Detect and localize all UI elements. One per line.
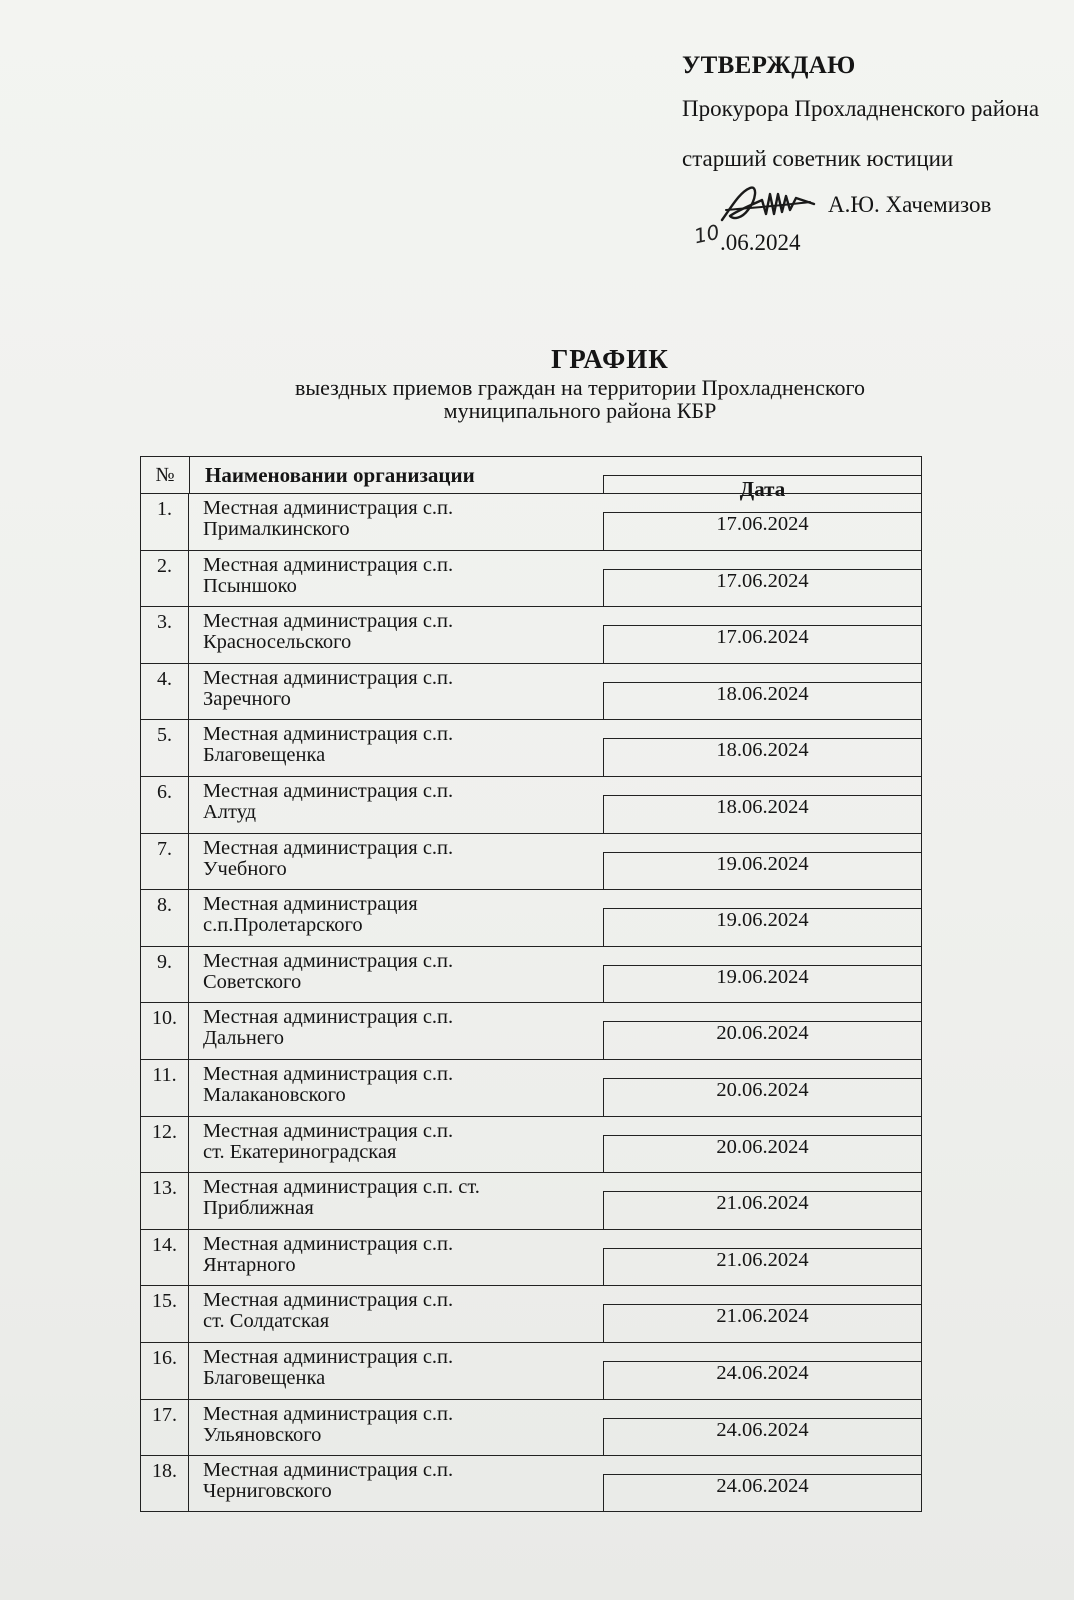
- row-number: 8.: [141, 890, 189, 946]
- row-date: 20.06.2024: [716, 1135, 809, 1158]
- row-organization-line1: Местная администрация с.п.: [203, 497, 454, 519]
- document-subtitle-line1: выездных приемов граждан на территории Прохладненского: [294, 375, 866, 400]
- row-date-cell: [603, 795, 921, 833]
- table-row: [140, 550, 922, 607]
- row-number: 11.: [141, 1060, 189, 1116]
- row-date: 18.06.2024: [716, 739, 809, 762]
- row-organization-line1: Местная администрация с.п.: [203, 1232, 454, 1255]
- document-heading: [120, 344, 1040, 421]
- row-organization: [203, 1177, 603, 1219]
- approval-title: УТВЕРЖДАЮ: [682, 52, 856, 79]
- row-organization-line2: Алтуд: [203, 800, 257, 823]
- row-number: 3.: [141, 607, 189, 663]
- row-number: 6.: [141, 777, 189, 833]
- table-row: [140, 663, 922, 720]
- row-number: 13.: [141, 1173, 189, 1229]
- row-organization-line2: Благовещенка: [203, 1366, 326, 1389]
- row-organization-line1: Местная администрация с.п.: [203, 1402, 454, 1425]
- row-number: 7.: [141, 834, 189, 890]
- row-date-cell: [603, 682, 921, 720]
- signer-name: А.Ю. Хачемизов: [828, 192, 992, 217]
- document-subtitle-line2: муниципального района КБР: [443, 398, 717, 423]
- row-organization-line1: Местная администрация с.п.: [203, 1006, 454, 1029]
- row-date-cell: [603, 1418, 921, 1456]
- row-organization: [203, 498, 603, 540]
- row-organization-line2: Черниговского: [203, 1480, 332, 1503]
- row-date-cell: [603, 569, 921, 607]
- row-date: 17.06.2024: [716, 626, 809, 649]
- row-organization-line2: Красносельского: [203, 631, 352, 654]
- row-organization-line2: Псыншоко: [203, 574, 297, 597]
- row-date: 20.06.2024: [716, 1022, 809, 1045]
- row-date-cell: [603, 738, 921, 776]
- table-row: [140, 1399, 922, 1456]
- row-organization-line1: Местная администрация с.п.: [203, 1062, 454, 1085]
- row-number: 2.: [141, 551, 189, 607]
- row-organization: [203, 1121, 603, 1163]
- row-organization-line2: Советского: [203, 970, 302, 993]
- row-date-cell: [603, 1021, 921, 1059]
- row-number: 17.: [141, 1400, 189, 1456]
- row-organization-line1: Местная администрация с.п.: [203, 553, 454, 576]
- row-number: 14.: [141, 1230, 189, 1286]
- signature-row: [682, 178, 1042, 228]
- row-date-cell: [603, 852, 921, 890]
- row-organization-line2: Прималкинского: [203, 518, 350, 540]
- row-organization-line2: Учебного: [203, 857, 287, 880]
- row-number: 10.: [141, 1003, 189, 1059]
- table-row: [140, 889, 922, 946]
- row-number: 9.: [141, 947, 189, 1003]
- row-organization-line2: Дальнего: [203, 1027, 285, 1050]
- row-date-cell: [603, 1135, 921, 1173]
- row-date: 18.06.2024: [716, 795, 809, 818]
- table-row: [140, 1285, 922, 1342]
- row-number: 1.: [141, 494, 189, 550]
- table-body: [140, 493, 922, 1512]
- row-organization-line1: Местная администрация с.п.: [203, 1289, 454, 1312]
- row-organization-line2: Янтарного: [203, 1253, 296, 1276]
- row-date-cell: [603, 1078, 921, 1116]
- row-number: 18.: [141, 1456, 189, 1511]
- row-organization-line1: Местная администрация с.п.: [203, 1459, 454, 1482]
- row-organization: [203, 951, 603, 993]
- row-organization-line2: Заречного: [203, 687, 291, 710]
- row-date-cell: [603, 1191, 921, 1229]
- row-organization: [203, 724, 603, 766]
- approval-position: Прокурора Прохладненского района: [682, 96, 1040, 121]
- approval-block: [682, 52, 1042, 264]
- row-organization: [203, 1234, 603, 1276]
- row-organization-line1: Местная администрация с.п.: [203, 666, 454, 689]
- table-header: [140, 456, 922, 501]
- row-date: 24.06.2024: [716, 1475, 809, 1498]
- row-organization-line1: Местная администрация: [203, 893, 418, 916]
- row-date: 19.06.2024: [716, 965, 809, 988]
- row-organization-line1: Местная администрация с.п.: [203, 949, 454, 972]
- row-date: 21.06.2024: [716, 1305, 809, 1328]
- row-date: 17.06.2024: [716, 513, 809, 535]
- row-organization: [203, 1064, 603, 1106]
- row-date-cell: [603, 1474, 921, 1511]
- row-organization: [203, 781, 603, 823]
- table-row: [140, 1172, 922, 1229]
- row-organization: [203, 1460, 603, 1502]
- row-date: 21.06.2024: [716, 1192, 809, 1215]
- row-organization: [203, 611, 603, 653]
- schedule-table: [140, 456, 922, 1512]
- row-date: 17.06.2024: [716, 569, 809, 592]
- row-organization-line1: Местная администрация с.п.: [203, 779, 454, 802]
- row-organization-line2: Ульяновского: [203, 1423, 322, 1446]
- row-number: 12.: [141, 1117, 189, 1173]
- row-date: 19.06.2024: [716, 852, 809, 875]
- table-row: [140, 493, 922, 550]
- table-row: [140, 1342, 922, 1399]
- table-row: [140, 606, 922, 663]
- signature-icon: [718, 180, 818, 228]
- row-date: 20.06.2024: [716, 1078, 809, 1101]
- row-organization: [203, 1347, 603, 1389]
- row-organization: [203, 1007, 603, 1049]
- row-organization-line1: Местная администрация с.п.: [203, 1119, 454, 1142]
- header-date-cell: [603, 475, 921, 501]
- row-date-cell: [603, 512, 921, 550]
- row-organization-line1: Местная администрация с.п. ст.: [203, 1176, 480, 1199]
- row-organization: [203, 555, 603, 597]
- row-organization-line1: Местная администрация с.п.: [203, 1345, 454, 1368]
- row-date: 24.06.2024: [716, 1361, 809, 1384]
- row-organization-line2: Малакановского: [203, 1083, 346, 1106]
- approval-rank: старший советник юстиции: [682, 146, 954, 171]
- row-date: 24.06.2024: [716, 1418, 809, 1441]
- row-organization-line2: Приближная: [203, 1197, 314, 1220]
- table-row: [140, 946, 922, 1003]
- row-organization: [203, 838, 603, 880]
- row-organization-line2: Благовещенка: [203, 744, 326, 767]
- row-organization-line2: ст. Солдатская: [203, 1310, 330, 1333]
- table-row: [140, 776, 922, 833]
- row-organization: [203, 1404, 603, 1446]
- row-organization-line2: с.п.Пролетарского: [203, 914, 363, 937]
- table-row: [140, 833, 922, 890]
- row-number: 15.: [141, 1286, 189, 1342]
- table-row: [140, 1002, 922, 1059]
- row-number: 5.: [141, 720, 189, 776]
- approval-date: [682, 219, 1042, 264]
- row-date-cell: [603, 1248, 921, 1286]
- row-organization-line1: Местная администрация с.п.: [203, 610, 454, 633]
- row-date: 21.06.2024: [716, 1248, 809, 1271]
- row-date: 18.06.2024: [716, 682, 809, 705]
- table-row: [140, 1455, 922, 1512]
- table-row: [140, 1059, 922, 1116]
- table-row: [140, 1116, 922, 1173]
- row-date-cell: [603, 965, 921, 1003]
- row-date-cell: [603, 908, 921, 946]
- row-date-cell: [603, 625, 921, 663]
- header-number: №: [141, 457, 190, 493]
- row-organization: [203, 668, 603, 710]
- row-number: 16.: [141, 1343, 189, 1399]
- row-organization-line1: Местная администрация с.п.: [203, 723, 454, 746]
- row-date-cell: [603, 1361, 921, 1399]
- table-row: [140, 1229, 922, 1286]
- row-date-cell: [603, 1304, 921, 1342]
- table-row: [140, 719, 922, 776]
- row-organization-line2: ст. Екатериноградская: [203, 1140, 397, 1163]
- row-organization: [203, 1290, 603, 1332]
- row-number: 4.: [141, 664, 189, 720]
- row-organization-line1: Местная администрация с.п.: [203, 836, 454, 859]
- document-title: ГРАФИК: [551, 344, 669, 374]
- approval-date-printed: .06.2024: [720, 230, 801, 255]
- row-date: 19.06.2024: [716, 909, 809, 932]
- handwritten-day: 10: [691, 219, 722, 249]
- header-organization: Наименовании организации: [205, 463, 475, 487]
- row-organization: [203, 894, 603, 936]
- header-date: Дата: [739, 477, 786, 501]
